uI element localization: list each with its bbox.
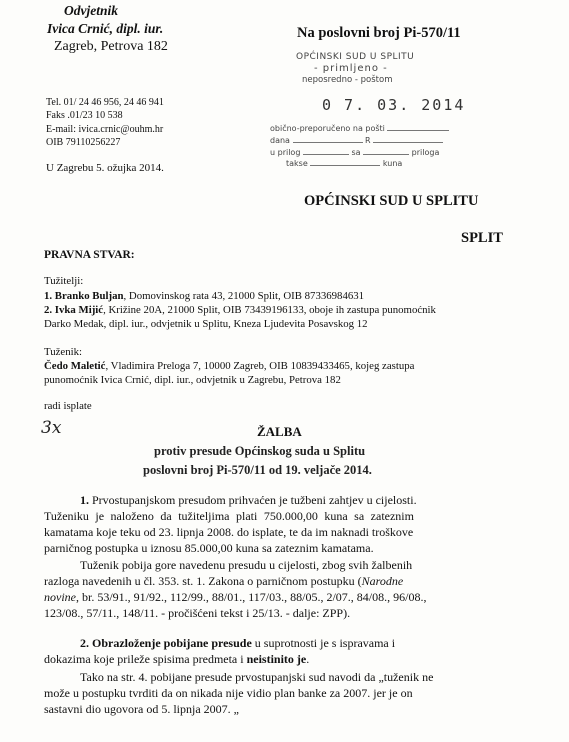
para-2-gazette: Narodne [361,574,404,588]
plaintiff-1-name: 1. Branko Buljan [44,290,124,302]
stamp-row-mail [270,122,449,133]
para-3-text-2: dokazima koje prileže spisima predmeta i [44,652,247,666]
stamp-row-attach-label: u prilog [270,148,301,157]
para-3-end: . [306,652,310,666]
plaintiff-2-name: 2. Ivka Mijić [44,304,104,316]
stamp-row-priloga-label: priloga [411,148,440,157]
defendant-attorney: punomoćnik Ivica Crnić, dipl. iur., odvjetnik u Zagrebu, Petrova 182 [44,374,341,386]
defendant [44,360,414,372]
para-4-line-3: sastavni dio ugovora od 5. lipnja 2007. „ [44,702,239,716]
lawyer-title: Odvjetnik [64,3,118,18]
recipient-court: OPĆINSKI SUD U SPLITU [304,193,479,209]
stamp-court-name: OPĆINSKI SUD U SPLITU [296,52,415,62]
handwritten-note: 3x [41,418,62,438]
para-3-line-2 [44,652,309,667]
para-1-number: 1. [80,493,89,507]
stamp-row-r-label: R [365,136,371,145]
defendant-name: Čedo Maletić [44,360,106,372]
para-1-text: Prvostupanjskom presudom prihvaćen je tužbeni zahtjev u cijelosti. [89,493,417,507]
plaintiff-2-details: , Križine 20A, 21000 Split, OIB 73439196133, oboje ih zastupa punomoćnik [103,304,436,316]
para-3-line-1 [80,636,395,651]
recipient-city: SPLIT [461,230,503,246]
para-4-line-2: može u postupku tvrditi da on nikada nije vidio plan banke za 2007. jer je on [44,686,413,700]
stamp-row-takse-label: takse [286,159,308,168]
phone-line: Tel. 01/ 24 46 956, 24 46 941 [46,97,164,108]
para-2-line-1: Tuženik pobija gore navedenu presudu u cijelosti, zbog svih žalbenih [80,558,413,572]
stamp-row-date [270,134,443,145]
para-1-line-1 [80,493,417,508]
plaintiff-2 [44,304,436,316]
para-2-line-2 [44,574,403,589]
para-4-line-1: Tako na str. 4. pobijane presude prvostupanjski sud navodi da „tuženik ne [80,670,434,684]
case-number: Na poslovni broj Pi-570/11 [297,25,461,41]
stamp-received: - primljeno - [314,63,388,74]
document-date: U Zagrebu 5. ožujka 2014. [46,162,164,174]
stamp-delivery-method: neposredno - poštom [302,75,393,85]
stamp-row-sa-label: sa [351,148,361,157]
court-receipt-stamp [262,52,470,170]
defendant-label: Tuženik: [44,346,82,358]
plaintiff-1 [44,290,364,302]
stamp-row-attachments [270,146,439,157]
para-2-text: razloga navedenih u čl. 353. st. 1. Zakona o parničnom postupku ( [44,574,362,588]
para-1-line-4: parničnog postupka u iznosu 85.000,00 kuna sa zateznim kamatama. [44,541,374,555]
legal-matter-heading: PRAVNA STVAR: [44,249,135,261]
para-1-line-2: Tuženiku je naloženo da tužiteljima plati 750.000,00 kuna sa zateznim [44,509,414,523]
stamp-row-kuna-label: kuna [382,159,403,168]
lawyer-name: Ivica Crnić, dipl. iur. [47,21,164,36]
para-2-line-4: 123/08., 57/11., 148/11. - pročišćeni tekst i 25/13. - dalje: ZPP). [44,606,351,620]
stamp-row-date-label: dana [270,136,290,145]
plaintiffs-label: Tužitelji: [44,275,84,287]
appeal-subtitle-1: protiv presude Općinskog suda u Splitu [154,444,366,458]
oib-line: OIB 79110256227 [46,137,121,148]
stamp-row-fees [286,157,402,168]
para-3-text: u suprotnosti je s ispravama i [251,636,396,650]
para-2-gazette-numbers: , br. 53/91., 91/92., 112/99., 88/01., 117/03., 88/05., 2/07., 84/08., 96/08., [76,590,427,604]
para-3-emphasis: neistinito je [246,652,307,666]
para-3-heading: 2. Obrazloženje pobijane presude [80,636,252,650]
stamp-row-mail-label: obično-preporučeno na pošti [270,124,385,133]
para-2-gazette-cont: novine [44,590,76,604]
appeal-title: ŽALBA [257,424,302,439]
appeal-subtitle-2: poslovni broj Pi-570/11 od 19. veljače 2014. [143,463,372,477]
plaintiffs-attorney: Darko Medak, dipl. iur., odvjetnik u Splitu, Kneza Ljudevita Posavskog 12 [44,318,368,330]
fax-line: Faks .01/23 10 538 [46,110,123,121]
plaintiff-1-details: , Domovinskog rata 43, 21000 Split, OIB 87336984631 [123,290,365,302]
para-1-line-3: kamatama koje teku od 23. lipnja 2008. do isplate, te da im naknadi troškove [44,525,414,539]
para-2-line-3 [44,590,426,605]
reason-line: radi isplate [44,400,92,412]
stamp-date: 0 7. 03. 2014 [322,96,466,114]
lawyer-address: Zagreb, Petrova 182 [54,39,168,54]
email-line: E-mail: ivica.crnic@ouhm.hr [46,124,164,135]
defendant-details: , Vladimira Preloga 7, 10000 Zagreb, OIB 10839433465, kojeg zastupa [105,360,415,372]
